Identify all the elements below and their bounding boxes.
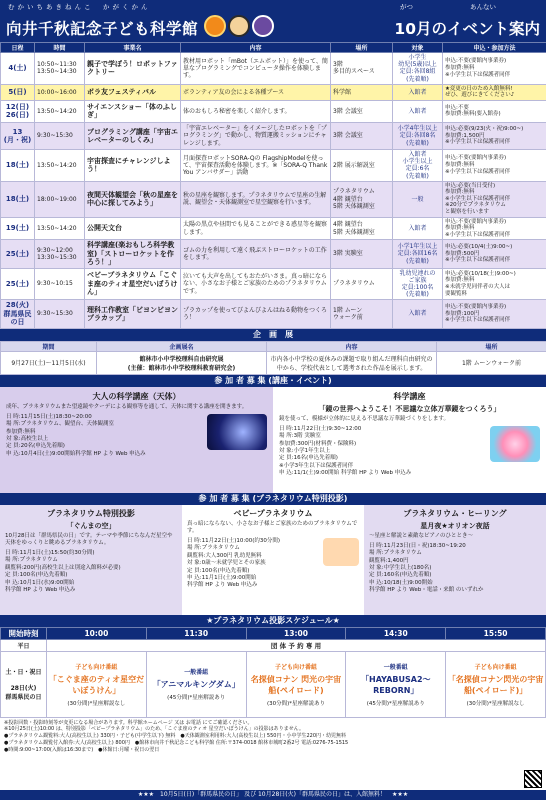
special-projection-subtitle: 「ぐんまの空」 [66, 521, 116, 530]
baby-planetarium-title: ベビープラネタリウム [233, 508, 313, 518]
special-projection-box [0, 505, 182, 615]
detail-line: 日 時:11月22日(土)10:00(約30分間) [187, 537, 281, 544]
detail-line: 科学館 HP より Web 申込み [187, 582, 258, 589]
program-title: 「こぐま座のティオ星空だいぼうけん」 [48, 674, 145, 695]
mascot-group [204, 15, 274, 37]
schedule-row [1, 100, 546, 122]
schedule-time: 10:00~16:00 [35, 84, 85, 100]
special-projection-text: 10月28日は「群馬県民の日」です。テーマや季節にちなんだ星空や天体をゆっくりと眺めるプラネタリウム。 [5, 532, 173, 546]
exhibition-header-cell: 企画展名 [97, 341, 267, 351]
schedule-row [1, 217, 546, 240]
exhibition-bar: 企 画 展 [0, 329, 546, 341]
detail-line: 対 象:高校生以上 [6, 435, 49, 442]
schedule-place: 1階 ムーン ウォーク前 [331, 300, 393, 328]
schedule-header-cell: 内容 [181, 43, 331, 53]
schedule-time: 13:50~14:20 [35, 217, 85, 240]
schedule-apply: 申込:不要(要館内事業券) 参加費:無料 ※小学生以下は保護者同伴 [443, 217, 546, 240]
schedule-header-cell: 事業名 [85, 43, 181, 53]
schedule-name: ベビープラネタリウム「こぐま座のティオ星空だいぼうけん」 [85, 268, 181, 300]
time-slot-header: 15:50 [446, 627, 546, 639]
time-slot-header: 14:30 [346, 627, 446, 639]
schedule-target: 入館者 小学生以上 定員:6名 (先着順) [393, 149, 443, 181]
program-title: 「アニマルキングダム」 [152, 680, 240, 690]
detail-line: 申 込:11/1(土)9:00開始 科学館 HP より Web 申込み [279, 470, 412, 477]
weekend-label: 土・日・祝日 28日(火) 群馬県民の日 [1, 651, 47, 717]
schedule-target: 入館者 [393, 217, 443, 240]
detail-line: 観覧料:200円(高校生以上は別途入館料が必要) [5, 564, 121, 571]
special-projection-title: プラネタリウム特別投影 [47, 508, 135, 518]
schedule-table [0, 42, 546, 329]
program-cell [47, 651, 147, 717]
schedule-header-cell: 日程 [1, 43, 35, 53]
program-tag: 一般番組 [383, 663, 408, 671]
schedule-name: ボラ友フェスティバル [85, 84, 181, 100]
program-title: 「名探偵コナン閃光の宇宙船(ペイロード)」 [447, 674, 544, 695]
baby-planetarium-text: 真っ暗にならない、小さなお子様とご家族のためのプラネタリウムです。 [187, 520, 358, 534]
schedule-row [1, 149, 546, 181]
schedule-content: 「宇宙エレベーター」をイメージしたロボットを「プログラミング」で動かし、物質運搬ミッションにチャレンジします。 [181, 122, 331, 149]
schedule-place: 3階 会議室 [331, 100, 393, 122]
title-ruby: むかいちあきねんこ かがくかん [8, 3, 151, 11]
detail-line: 参加費:無料 [6, 428, 36, 435]
healing-title: プラネタリウム・ヒーリング [403, 508, 507, 518]
schedule-content: 体のおもしろ秘密を楽しく紹介します。 [181, 100, 331, 122]
schedule-content: プラカップを使ってびよんびよんはねる動物をつくろう！ [181, 300, 331, 328]
detail-line: 定 員:100名(申込先着順) [187, 567, 250, 574]
time-slot-header: 開始時刻 [1, 627, 47, 639]
weekend-row [1, 651, 546, 717]
detail-line: 定 員:20名(申込先着順) [6, 443, 65, 450]
schedule-name: 理科工作教室「ビヨンビヨンプラカップ」 [85, 300, 181, 328]
special-projection-details [5, 550, 177, 595]
schedule-place: 2階 展示解説室 [331, 149, 393, 181]
program-cell [346, 651, 446, 717]
time-slot-header: 10:00 [47, 627, 147, 639]
schedule-target: 小学1年生以上 定員:各回16名 (先着順) [393, 240, 443, 268]
schedule-date: 28(火) 群馬県民の日 [1, 300, 35, 328]
footer-line: ●時間:9:00~17:00(入館は16:30まで) ●休館日:月曜・祝日の翌日 [4, 746, 160, 753]
schedule-target: 入館者 [393, 100, 443, 122]
schedule-date: 25(土) [1, 268, 35, 300]
schedule-target: 一般 [393, 181, 443, 217]
schedule-header-cell: 時間 [35, 43, 85, 53]
healing-subtitle: 星月夜★オリオン夜話 [420, 521, 490, 530]
schedule-time: 9:30~15:30 [35, 300, 85, 328]
detail-line: ※小学3年生以下は保護者同伴 [279, 462, 354, 469]
schedule-date: 18(土) [1, 149, 35, 181]
schedule-content: 太陽の黒点や昼間でも見ることができる惑星等を観察します。 [181, 217, 331, 240]
detail-line: 場 所:3階 実験室 [279, 433, 321, 440]
schedule-content: 秋の星座を観察します。プラネタリウムで星座の生解説、観望会・天体観測室で星空観察を行います。 [181, 181, 331, 217]
exhibition-content: 市内各小中学校の夏休みの課題で取り組んだ理科自由研究の中から、学校代表として選考された作品を展示します。 [267, 351, 437, 374]
detail-line: 科学館 HP より Web 申込み [5, 586, 76, 593]
detail-line: 日 時:11月1日(土)15:50(約30分間) [5, 549, 95, 556]
schedule-time: 18:00~19:00 [35, 181, 85, 217]
schedule-time: 9:30~10:15 [35, 268, 85, 300]
science-lecture-box [273, 387, 546, 493]
schedule-row [1, 84, 546, 100]
adult-lecture-title: 大人の科学講座（天体） [92, 391, 181, 401]
schedule-name: サイエンスショー「体のふしぎ」 [85, 100, 181, 122]
schedule-time: 9:30~15:30 [35, 122, 85, 149]
science-lecture-text: 鏡を使って、模様が立体的に見える不思議な万華鏡づくりをします。 [279, 415, 449, 422]
schedule-place: プラネタリウム [331, 268, 393, 300]
detail-line: 申 込:10月1日(水)9:00開始 [5, 579, 75, 586]
program-cell [446, 651, 546, 717]
exhibition-header-cell: 場所 [437, 341, 546, 351]
guide-ruby: あんない [470, 3, 496, 11]
schedule-name: 親子で学ぼう！ロボットファクトリー [85, 53, 181, 85]
time-slot-header: 11:30 [146, 627, 246, 639]
adult-lecture-box [0, 387, 273, 493]
footer-notes [0, 718, 546, 756]
schedule-row [1, 268, 546, 300]
detail-line: 場 所:プラネタリウム [187, 545, 240, 552]
detail-line: 科学館 HP より Web・電話・来館 のいずれか [369, 587, 484, 594]
schedule-apply: 申込:不要 参加費:無料(要入館券) [443, 100, 546, 122]
detail-line: 対 象:小学1年生以上 [279, 447, 331, 454]
detail-line: 日 時:11月23日(日・祝)18:30~19:20 [369, 542, 466, 549]
exhibition-row [1, 351, 546, 374]
pumpkin-mascot-icon [204, 15, 226, 37]
program-cell [146, 651, 246, 717]
exhibition-period: 9月27日(土)～11月5日(水) [1, 351, 97, 374]
time-slot-header: 13:00 [246, 627, 346, 639]
detail-line: 対 象:0歳～未就学児とその家族 [187, 560, 266, 567]
program-note: (45分間)*星座解説あり [366, 700, 425, 707]
schedule-apply: 申込:必要(10/18(土)9:00~) 参加費:無料 ※未就学児同伴者の大人は 要観覧料 [443, 268, 546, 300]
schedule-name: 公開天文台 [85, 217, 181, 240]
museum-title: 向井千秋記念子ども科学館 [6, 20, 199, 38]
detail-line: 場 所:プラネタリウム [369, 550, 422, 557]
schedule-time: 13:50~14:20 [35, 149, 85, 181]
detail-line: 対 象:中学生以上(180名) [369, 564, 432, 571]
schedule-place: 3階 実験室 [331, 240, 393, 268]
schedule-apply: 申込:必要(9/23(火・祝)9:00~) 参加費:1,500円 ※小学生以下は保護者同伴 [443, 122, 546, 149]
science-lecture-subtitle: 「鏡の世界へようこそ！不思議な立体万華鏡をつくろう」 [318, 404, 501, 413]
schedule-place: 3階 多目的スペース [331, 53, 393, 85]
month-ruby: がつ [400, 3, 413, 11]
schedule-row [1, 240, 546, 268]
detail-line: 定 員:16名(申込先着順) [279, 455, 338, 462]
healing-box [364, 505, 546, 615]
schedule-target: 乳幼児連れの ご家族 定員:100名 (先着順) [393, 268, 443, 300]
detail-line: 参加費:300円(材料費・保険料) [279, 440, 357, 447]
science-lecture-title: 科学講座 [393, 391, 426, 401]
healing-text: ～星座と解説と素敵なピアノのひととき～ [369, 532, 474, 539]
schedule-row [1, 300, 546, 328]
detail-line: 申 込:11月1日(土)9:00開始 [187, 574, 257, 581]
schedule-content: ボランティア友の会による各種ブース [181, 84, 331, 100]
program-cell [246, 651, 346, 717]
detail-line: 申 込:10/18(土)9:00開始 [369, 579, 433, 586]
schedule-place: 4階 観望台 5階 天体観測室 [331, 217, 393, 240]
schedule-target: 入館者 [393, 300, 443, 328]
schedule-name: プログラミング講座「宇宙エレベーターのしくみ」 [85, 122, 181, 149]
footer-line: ※投影回数・投影時刻等が変更になる場合があります。科学館ホームページ 又は お電話 にてご確認ください。 [4, 719, 253, 726]
schedule-content: 教材用ロボット「mBot（エムボット）」を使って、簡単なプログラミングでコンピュータ操作を体験します。 [181, 53, 331, 85]
astronaut-mascot-icon [228, 15, 250, 37]
schedule-apply: 申込:不要(要館内事業券) 参加費:無料 ※小学生以下は保護者同伴 [443, 149, 546, 181]
program-tag: 一般番組 [184, 669, 209, 677]
schedule-apply: 申込:必要(当日受付) 参加費:無料 ※小学生以下は保護者同伴 ※20分でプラネタリウム と観察を行います [443, 181, 546, 217]
schedule-date: 5(日) [1, 84, 35, 100]
schedule-time: 10:50~11:30 13:50~14:30 [35, 53, 85, 85]
event-title: 10月のイベント案内 [394, 20, 540, 38]
program-tag: 子ども向け番組 [474, 663, 517, 671]
exhibition-table [0, 341, 546, 375]
schedule-name: 科学講座(楽おもしろ科学教室)「ストローロケットを作ろう！」 [85, 240, 181, 268]
exhibition-header-cell: 期間 [1, 341, 97, 351]
schedule-date: 18(土) [1, 181, 35, 217]
exhibition-header-cell: 内容 [267, 341, 437, 351]
detail-line: 定 員:100名(申込先着順) [5, 572, 68, 579]
qr-code-icon[interactable] [524, 770, 542, 788]
program-title: 名探偵コナン 閃光の宇宙船(ペイロード) [250, 674, 342, 695]
schedule-name: 宇宙探査にチャレンジしよう！ [85, 149, 181, 181]
schedule-apply: 申込:不要(要館内事業券) 参加費:100円 ※小学生以下は保護者同伴 [443, 300, 546, 328]
baby-planetarium-box [182, 505, 364, 615]
exhibition-place: 1階 ムーンウォーク前 [437, 351, 546, 374]
detail-line: 定 員:160名(申込先着順) [369, 572, 432, 579]
schedule-place: プラネタリウム 4階 観望台 5階 天体観測室 [331, 181, 393, 217]
program-note: (45分間)*星座解説あり [167, 695, 226, 702]
detail-line: 場 所:プラネタリウム、観望台、天体観測室 [6, 421, 115, 428]
schedule-place: 3階 会議室 [331, 122, 393, 149]
schedule-header-cell: 場所 [331, 43, 393, 53]
footer-line: ※10月25日(土)10:00 は、特別投影「ベビープラネタリウム」のため、「こぐま座のティオ 星空だいぼうけん」の投影はありません。 [4, 726, 304, 733]
schedule-header-row [1, 43, 546, 53]
program-note: (30分間)*星座解説なし [466, 700, 525, 707]
healing-details [369, 543, 541, 595]
schedule-date: 12(日) 26(日) [1, 100, 35, 122]
planetarium-bar: ★プラネタリウム投影スケジュール★ [0, 615, 546, 627]
detail-line: 日 時:11月15日(土)18:30~20:00 [6, 413, 92, 420]
program-note: (30分間)*星座解説なし [67, 700, 126, 707]
exhibition-name: 館林市小中学校理科自由研究展 (主催：館林市小中学校理科教育研究会) [97, 351, 267, 374]
schedule-content: 月面探査ロボットSORA-Qの FlagshipModelを使って、宇宙探査活動を体験します。※「SORA-Q Thank You アンバサダー」活動 [181, 149, 331, 181]
detail-line: 場 所:プラネタリウム [5, 557, 58, 564]
schedule-name: 夜間天体観望会「秋の星座を中心に探してみよう」 [85, 181, 181, 217]
schedule-date: 4(土) [1, 53, 35, 85]
schedule-apply: 申込:不要(要館内事業券) 参加費:無料 ※小学生以下は保護者同伴 [443, 53, 546, 85]
schedule-target: 小学4年生以上 定員:各回8名 (先着順) [393, 122, 443, 149]
join1-bar: 参 加 者 募 集 (講座・イベント) [0, 375, 546, 387]
join2-boxes [0, 505, 546, 615]
detail-line: 観覧料:大人300円 乳幼児無料 [187, 552, 262, 559]
schedule-content: ゴムの力を利用して遠く飛ぶストローロケットの工作をします。 [181, 240, 331, 268]
flyer-header [0, 0, 546, 42]
footer-line: ●プラネタリウム観覧料:大人(高校生以上) 330円・子ども(中学生以下) 無料 ●天体観測室利用料:大人(高校生以上) 550円・小中学生220円・幼児無料 [4, 733, 347, 740]
schedule-date: 25(土) [1, 240, 35, 268]
witch-mascot-icon [252, 15, 274, 37]
group-only-text: 団 体 予 約 専 用 [47, 639, 546, 651]
detail-line: 観覧料:1,400円 [369, 557, 409, 564]
join2-bar: 参 加 者 募 集 (プラネタリウム特別投影) [0, 493, 546, 505]
schedule-row [1, 122, 546, 149]
schedule-row [1, 181, 546, 217]
schedule-target: 入館者 [393, 84, 443, 100]
schedule-target: 小学生 幼児(5歳)以上 定員:各回8組 (先着順) [393, 53, 443, 85]
program-tag: 子ども向け番組 [274, 663, 317, 671]
program-note: (30分間)*星座解説あり [266, 700, 326, 707]
schedule-header-cell: 申込・参加方法 [443, 43, 546, 53]
join1-boxes [0, 387, 546, 493]
program-tag: 子ども向け番組 [75, 663, 118, 671]
adult-lecture-text: 成年、プラネタリウムまた望遠鏡やクーデによる観察等を通して、天体に関する講座を開きます。 [6, 403, 248, 410]
schedule-date: 19(土) [1, 217, 35, 240]
program-title: 「HAYABUSA2～REBORN」 [361, 674, 431, 695]
schedule-row [1, 53, 546, 85]
schedule-apply: ★変更の日のため入館無料! ぜひ、遊びにきてください♪ [443, 84, 546, 100]
footer-line: ●プラネタリウム観覧付入館券:大人(高校生以上) 800円 ●館林市向井千秋記念こども科学館 住所:〒374-0018 館林市城町2番2号 電話:0276-75-1515 [4, 739, 349, 746]
schedule-time: 9:30~12:00 13:30~15:30 [35, 240, 85, 268]
schedule-time: 13:50~14:20 [35, 100, 85, 122]
planetarium-schedule [0, 627, 546, 718]
schedule-content: 泣いても大声を出してもおたがいさま。真っ暗にならない、小さなお子様とご家族のためのプラネタリウムです。 [181, 268, 331, 300]
free-admission-bar: ★★★ 10月5日(日)「群馬県民の日」 及び 10月28日(火)「群馬県民の日」は、入館無料！ ★★★ [0, 790, 546, 800]
weekday-row [1, 639, 546, 651]
schedule-date: 13 (月・祝) [1, 122, 35, 149]
weekday-label: 平日 [1, 639, 47, 651]
detail-line: 申 込:10月4日(土)9:00開始科学館 HP より Web 申込み [6, 450, 146, 457]
kaleidoscope-image [490, 426, 540, 462]
family-image [323, 538, 359, 566]
schedule-apply: 申込:必要(10/4(土)9:00~) 参加費:500円 ※小学生以下は保護者同伴 [443, 240, 546, 268]
galaxy-image [207, 414, 267, 450]
schedule-place: 科学館 [331, 84, 393, 100]
schedule-header-cell: 対象 [393, 43, 443, 53]
detail-line: 日 時:11月22日(土)9:30~12:00 [279, 425, 362, 432]
